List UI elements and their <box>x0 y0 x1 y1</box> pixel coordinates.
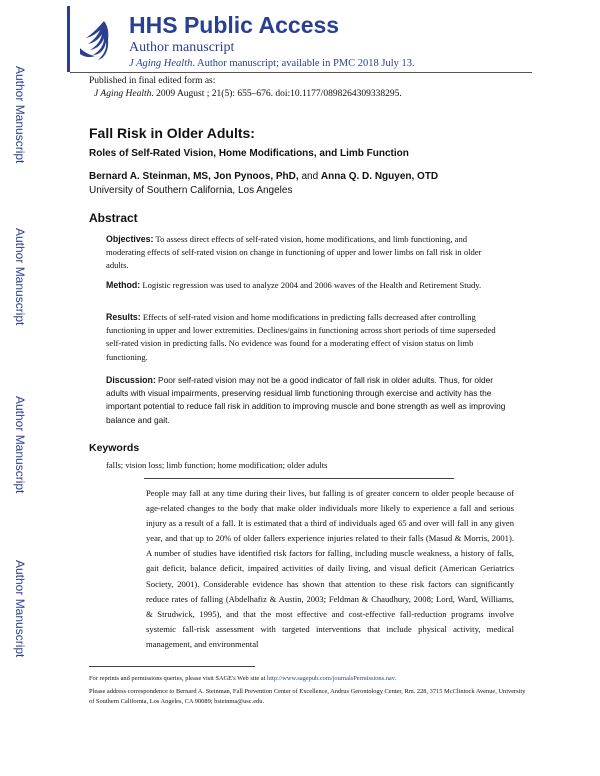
objectives-label: Objectives: <box>106 234 154 244</box>
footnote-correspondence: Please address correspondence to Bernard A. Steinman, Fall Prevention Center of Excellence, Andrus Gerontology Center, Rm. 228, 3715 McClintock Avenue, University of Southern California, Los Angeles, CA 90089; bsteinma@usc.edu. <box>89 688 526 705</box>
footnote-divider <box>89 666 255 667</box>
publication-journal: J Aging Health <box>94 89 152 99</box>
results-text: Effects of self-rated vision and home modifications in predicting falls decreased after controlling functioning in upper and lower extremities. Declines/gains in functioning across short periods of time superseded self-rated vision in predicting falls. No evidence was found for a moderating effect of vision status on limb functioning. <box>106 312 496 362</box>
published-label: Published in final edited form as: <box>89 76 216 86</box>
abstract-results <box>106 311 506 364</box>
hhs-eagle-logo-icon <box>74 18 112 64</box>
reprints-end: . <box>394 675 397 682</box>
side-label-author-manuscript: Author Manuscript <box>13 560 27 658</box>
author-names-1: Bernard A. Steinman, MS, Jon Pynoos, PhD, <box>89 171 299 182</box>
author-affiliation: University of Southern California, Los Angeles <box>89 185 293 196</box>
body-paragraph: People may fall at any time during their lives, but falling is of greater concern to older people because of age-related changes to the body that make older individuals more likely to experience a fall and serious injury as a result of a fall. It is estimated that a third of individuals aged 65 and over will fall in any given year, and that up to 20% of older fallers experience injuries related to their falls (Masud & Morris, 2001). A number of studies have identified risk factors for falling, including muscle weakness, a history of falls, gait deficit, balance deficit, impaired activities of daily living, and visual deficit (American Geriatrics Society, 2001). Considerable evidence has shown that attention to these risk factors can significantly reduce rates of falling (Abdelhafiz & Austin, 2003; Feldman & Chaudhury, 2008; Lord, Ward, Williams, & Strudwick, 1995), and that the most effective and cost-effective fall-reduction programs involve systemic fall-risk assessment with targeted interventions that include physical activity, medical management, and environmental <box>146 488 514 649</box>
publication-citation-text: . 2009 August ; 21(5): 655–676. doi:10.1177/0898264309338295. <box>151 89 402 99</box>
header-accent-rule <box>67 6 70 72</box>
keywords-heading: Keywords <box>89 442 140 454</box>
author-list <box>89 171 438 182</box>
footnote-reprints <box>89 674 529 684</box>
results-label: Results: <box>106 312 141 322</box>
header-citation-text: . Author manuscript; available in PMC 2018 July 13. <box>192 58 415 69</box>
side-label-author-manuscript: Author Manuscript <box>13 396 27 494</box>
abstract-method <box>106 279 506 292</box>
keywords-divider <box>144 478 454 479</box>
side-label-author-manuscript: Author Manuscript <box>13 228 27 326</box>
keywords-list: falls; vision loss; limb function; home modification; older adults <box>106 460 328 470</box>
header-citation <box>129 58 415 69</box>
article-subtitle: Roles of Self-Rated Vision, Home Modifications, and Limb Function <box>89 148 409 159</box>
publication-citation <box>94 89 402 99</box>
method-label: Method: <box>106 280 141 290</box>
abstract-discussion <box>106 374 506 427</box>
discussion-text: Poor self-rated vision may not be a good indicator of fall risk in older adults. Thus, for older adults with visual impairments, preserving residual limb functioning through exercise and activity has the important potential to reduce fall risk in addition to improving muscle and bone strength as well as improving balance and gait. <box>106 375 506 425</box>
abstract-objectives <box>106 233 506 273</box>
author-conjunction: and <box>298 171 321 182</box>
article-title: Fall Risk in Older Adults: <box>89 125 255 141</box>
objectives-text: To assess direct effects of self-rated vision, home modifications, and limb functioning, and moderating effects of self-rated vision on change in functioning of upper and lower limbs on fall risk in older adults. <box>106 234 482 271</box>
hhs-public-access-title: HHS Public Access <box>129 12 340 38</box>
method-text: Logistic regression was used to analyze 2004 and 2006 waves of the Health and Retirement Study. <box>142 280 482 290</box>
author-names-2: Anna Q. D. Nguyen, OTD <box>320 171 439 182</box>
header-journal: J Aging Health <box>129 58 193 69</box>
discussion-label: Discussion: <box>106 375 156 385</box>
author-manuscript-label: Author manuscript <box>129 40 235 55</box>
reprints-text: For reprints and permissions queries, please visit SAGE's Web site at <box>89 675 268 682</box>
abstract-heading: Abstract <box>89 211 138 225</box>
header-divider <box>70 72 532 73</box>
permissions-link[interactable]: http://www.sagepub.com/journalsPermissions.nav <box>267 675 395 682</box>
side-label-author-manuscript: Author Manuscript <box>13 66 27 164</box>
